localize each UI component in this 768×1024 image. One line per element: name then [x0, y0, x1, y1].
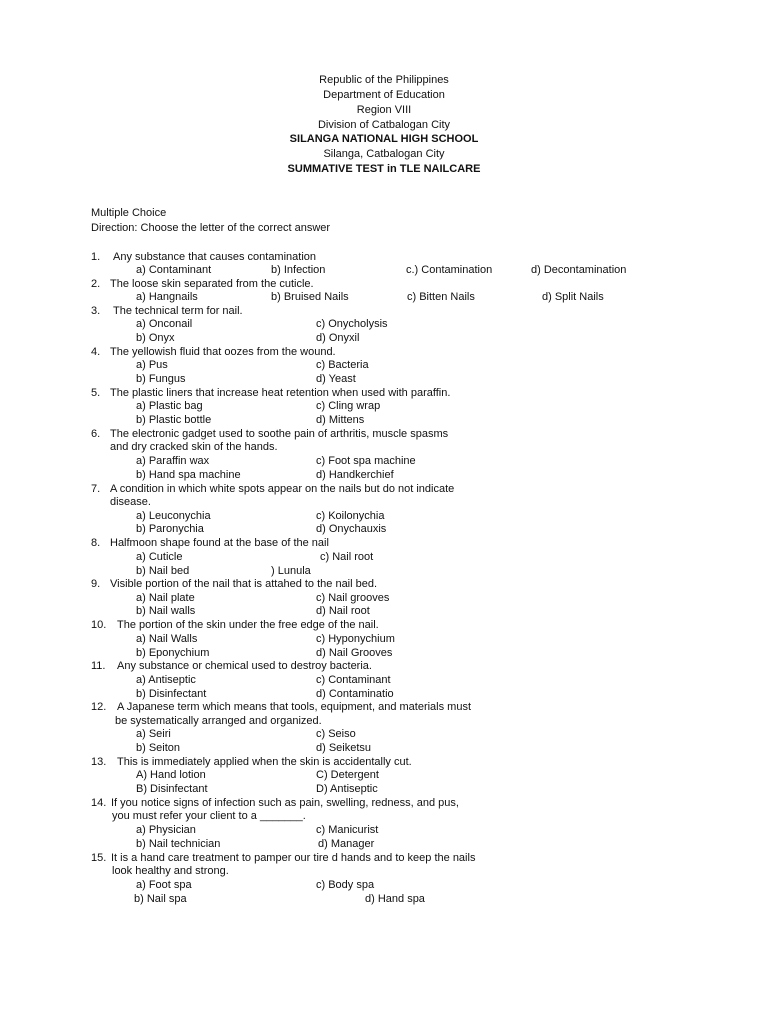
header-division: Division of Catbalogan City [317, 119, 451, 131]
choice-c: c) Body spa [316, 879, 375, 891]
choice-b: b) Bruised Nails [271, 291, 349, 303]
choice-d: d) Hand spa [365, 893, 425, 905]
choice-c: c) Hyponychium [316, 633, 395, 645]
choice-d: d) Seiketsu [316, 742, 372, 754]
test-title: SUMMATIVE TEST in TLE NAILCARE [287, 163, 481, 175]
choice-b: B) Disinfectant [136, 783, 208, 795]
question-text: A condition in which white spots appear on the nails but do not indicate [110, 483, 455, 495]
choice-c: c) Koilonychia [316, 510, 385, 522]
choice-d: d) Mittens [316, 414, 365, 426]
choice-b: b) Nail bed [136, 565, 190, 577]
choice-d: d) Onychauxis [316, 523, 387, 535]
choice-d: d) Nail root [316, 605, 370, 617]
question-text: It is a hand care treatment to pamper our tire d hands and to keep the nails [111, 852, 476, 864]
choice-d: d) Manager [318, 838, 375, 850]
choice-c: c) Contaminant [316, 674, 391, 686]
choice-a: a) Physician [136, 824, 196, 836]
choice-c: c) Nail root [320, 551, 374, 563]
question-text: The technical term for nail. [113, 305, 243, 317]
header-address: Silanga, Catbalogan City [323, 148, 445, 160]
question-number: 1. [91, 251, 101, 263]
choice-a: a) Pus [136, 359, 168, 371]
choice-b: b) Seiton [136, 742, 181, 754]
choice-b: b) Onyx [136, 332, 175, 344]
choice-a: a) Nail plate [136, 592, 195, 604]
choice-b: b) Nail spa [134, 893, 187, 905]
choice-b: b) Infection [271, 264, 326, 276]
choice-a: a) Seiri [136, 728, 171, 740]
question-text-cont: and dry cracked skin of the hands. [110, 441, 278, 453]
choice-c: c) Bitten Nails [407, 291, 475, 303]
question-number: 15. [91, 852, 107, 864]
header-school: SILANGA NATIONAL HIGH SCHOOL [289, 133, 479, 145]
choice-c: c) Cling wrap [316, 400, 381, 412]
choice-d: d) Yeast [316, 373, 356, 385]
question-number: 7. [91, 483, 101, 495]
choice-c: C) Detergent [316, 769, 379, 781]
question-text: The plastic liners that increase heat retention when used with paraffin. [110, 387, 451, 399]
question-number: 4. [91, 346, 101, 358]
header-republic: Republic of the Philippines [319, 74, 449, 86]
question-text-cont: look healthy and strong. [112, 865, 229, 877]
question-text: Any substance or chemical used to destroy bacteria. [117, 660, 372, 672]
question-text: The loose skin separated from the cuticle. [110, 278, 314, 290]
choice-d: d) Decontamination [531, 264, 627, 276]
question-text: Any substance that causes contamination [113, 251, 317, 263]
question-text-cont: disease. [110, 496, 151, 508]
choice-c: c) Onycholysis [316, 318, 388, 330]
choice-d: d) Contaminatio [316, 688, 394, 700]
question-number: 5. [91, 387, 101, 399]
choice-b: b) Eponychium [136, 647, 210, 659]
choice-a: a) Contaminant [136, 264, 212, 276]
section-title: Multiple Choice [91, 207, 167, 219]
choice-d: d) Nail Grooves [316, 647, 393, 659]
choice-b: b) Nail technician [136, 838, 221, 850]
question-text: The yellowish fluid that oozes from the wound. [110, 346, 336, 358]
question-number: 14. [91, 797, 107, 809]
question-text-cont: be systematically arranged and organized. [115, 715, 322, 727]
question-number: 11. [91, 660, 106, 672]
choice-a: a) Hangnails [136, 291, 198, 303]
choice-a: a) Antiseptic [136, 674, 196, 686]
choice-d: d) Split Nails [542, 291, 604, 303]
question-number: 8. [91, 537, 101, 549]
choice-c: c) Foot spa machine [316, 455, 416, 467]
question-number: 3. [91, 305, 101, 317]
choice-b: b) Paronychia [136, 523, 204, 535]
question-text: If you notice signs of infection such as pain, swelling, redness, and pus, [111, 797, 459, 809]
choice-a: a) Leuconychia [136, 510, 211, 522]
choice-b: b) Hand spa machine [136, 469, 241, 481]
choice-c: c) Manicurist [316, 824, 379, 836]
section-direction: Direction: Choose the letter of the correct answer [91, 222, 331, 234]
choice-b: b) Plastic bottle [136, 414, 212, 426]
choice-c: c.) Contamination [406, 264, 493, 276]
question-text: The electronic gadget used to soothe pain of arthritis, muscle spasms [110, 428, 449, 440]
choice-a: a) Nail Walls [136, 633, 198, 645]
choice-b: b) Fungus [136, 373, 186, 385]
choice-d: d) Onyxil [316, 332, 360, 344]
question-number: 13. [91, 756, 107, 768]
choice-c: c) Bacteria [316, 359, 369, 371]
choice-d: ) Lunula [271, 565, 311, 577]
choice-c: c) Seiso [316, 728, 356, 740]
question-number: 10. [91, 619, 107, 631]
question-text: Visible portion of the nail that is attahed to the nail bed. [110, 578, 378, 590]
question-text: A Japanese term which means that tools, equipment, and materials must [117, 701, 472, 713]
choice-c: c) Nail grooves [316, 592, 390, 604]
question-text: Halfmoon shape found at the base of the nail [110, 537, 329, 549]
header-region: Region VIII [356, 104, 412, 116]
question-text-cont: you must refer your client to a _______. [112, 810, 306, 822]
choice-a: a) Cuticle [136, 551, 183, 563]
choice-a: a) Foot spa [136, 879, 192, 891]
choice-b: b) Disinfectant [136, 688, 207, 700]
question-number: 6. [91, 428, 101, 440]
question-text: The portion of the skin under the free edge of the nail. [117, 619, 379, 631]
choice-b: b) Nail walls [136, 605, 196, 617]
question-number: 9. [91, 578, 101, 590]
header-department: Department of Education [323, 89, 445, 101]
choice-a: a) Paraffin wax [136, 455, 210, 467]
choice-a: a) Plastic bag [136, 400, 203, 412]
question-number: 12. [91, 701, 107, 713]
choice-a: A) Hand lotion [136, 769, 206, 781]
question-number: 2. [91, 278, 101, 290]
choice-a: a) Onconail [136, 318, 193, 330]
choice-d: D) Antiseptic [316, 783, 378, 795]
choice-d: d) Handkerchief [316, 469, 394, 481]
question-text: This is immediately applied when the skin is accidentally cut. [117, 756, 412, 768]
